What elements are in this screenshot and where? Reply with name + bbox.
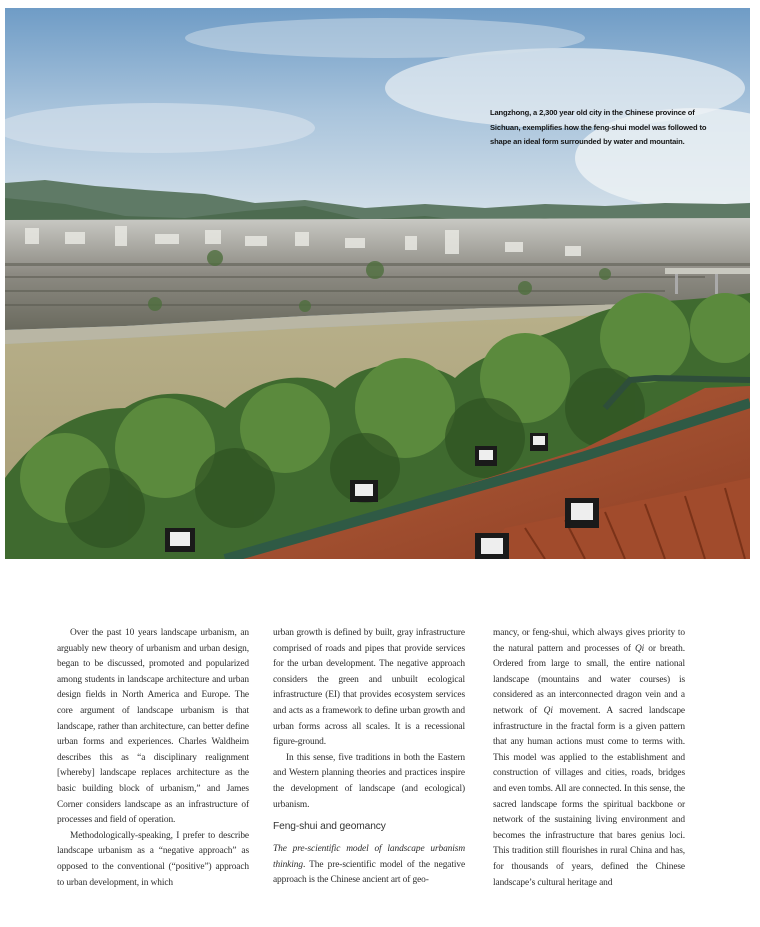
paragraph: In this sense, five traditions in both the Eastern and Western planning theories and practices inspire the development of landscape (and ecological) urbanism. [273,752,465,810]
paragraph: urban growth is defined by built, gray infrastructure comprised of roads and pipes that provide services for the urban development. The negative approach considers the green and unbuilt ecological infrastructure (EI) that provides ecosystem services and acts as a framework to define urban growth and urban forms across all scales. It is a recessional figure-ground. [273,628,465,748]
paragraph: Over the past 10 years landscape urbanism, an arguably new theory of urbanism and urban design, began to be discussed, promoted and popularized among students in landscape architecture and urban design fields in North America and Europe. The core argument of landscape urbanism is that landscape, rather than architecture, can better define urban forms and experiences. Charles Waldheim describes this as “a disciplinary realignment [whereby] landscape replaces architecture as the basic building block of urbanism,” and James Corner considers landscape as an infrastructure of processes and field of operation. [57,628,249,826]
paragraph: Methodologically-speaking, I prefer to describe landscape urbanism as a “negative approach” as opposed to the conventional (“positive”) approach to urban development, in which [57,830,249,888]
text-column-3 [493,626,685,891]
langzhong-photo [5,8,750,559]
paragraph [273,842,465,889]
paragraph-text: mancy, or feng-shui, which always gives priority to the natural pattern and processes of [493,628,685,654]
landscape-photo-icon [5,8,750,559]
paragraph-text: . The pre-scientific model of the negative approach is the Chinese ancient art of geo- [273,859,465,886]
text-column-2 [273,626,465,889]
paragraph [493,626,685,891]
paragraph-text: movement. A sacred landscape infrastructure in the fractal form is a given pattern that any human actions must come to terms with. This model was applied to the establishment and construction of villages and cities, roads, bridges and even tombs. All are connected. In this sense, the sacred landscape forms the spiritual backbone or network of the sustaining living environment and becomes the infrastructure that bares genius loci. This tradition still flourishes in rural China and has, for thousands of years, defined the Chinese landscape’s cultural heritage and [493,705,685,888]
section-heading: Feng-shui and geomancy [273,821,386,833]
italic-term: Qi [543,705,553,716]
paragraph-text: or breath. Ordered from large to small, the entire national landscape (mountains and water courses) is considered as an interconnected dragon vein and a network of [493,643,685,716]
italic-term: Qi [635,643,645,654]
text-column-1 [57,626,249,891]
italic-lead: The pre-scientific model of landscape urbanism thinking [273,844,465,870]
photo-caption: Langzhong, a 2,300 year old city in the Chinese province of Sichuan, exemplifies how the feng-shui model was followed to shape an ideal form surrounded by water and mountain. [490,108,707,147]
